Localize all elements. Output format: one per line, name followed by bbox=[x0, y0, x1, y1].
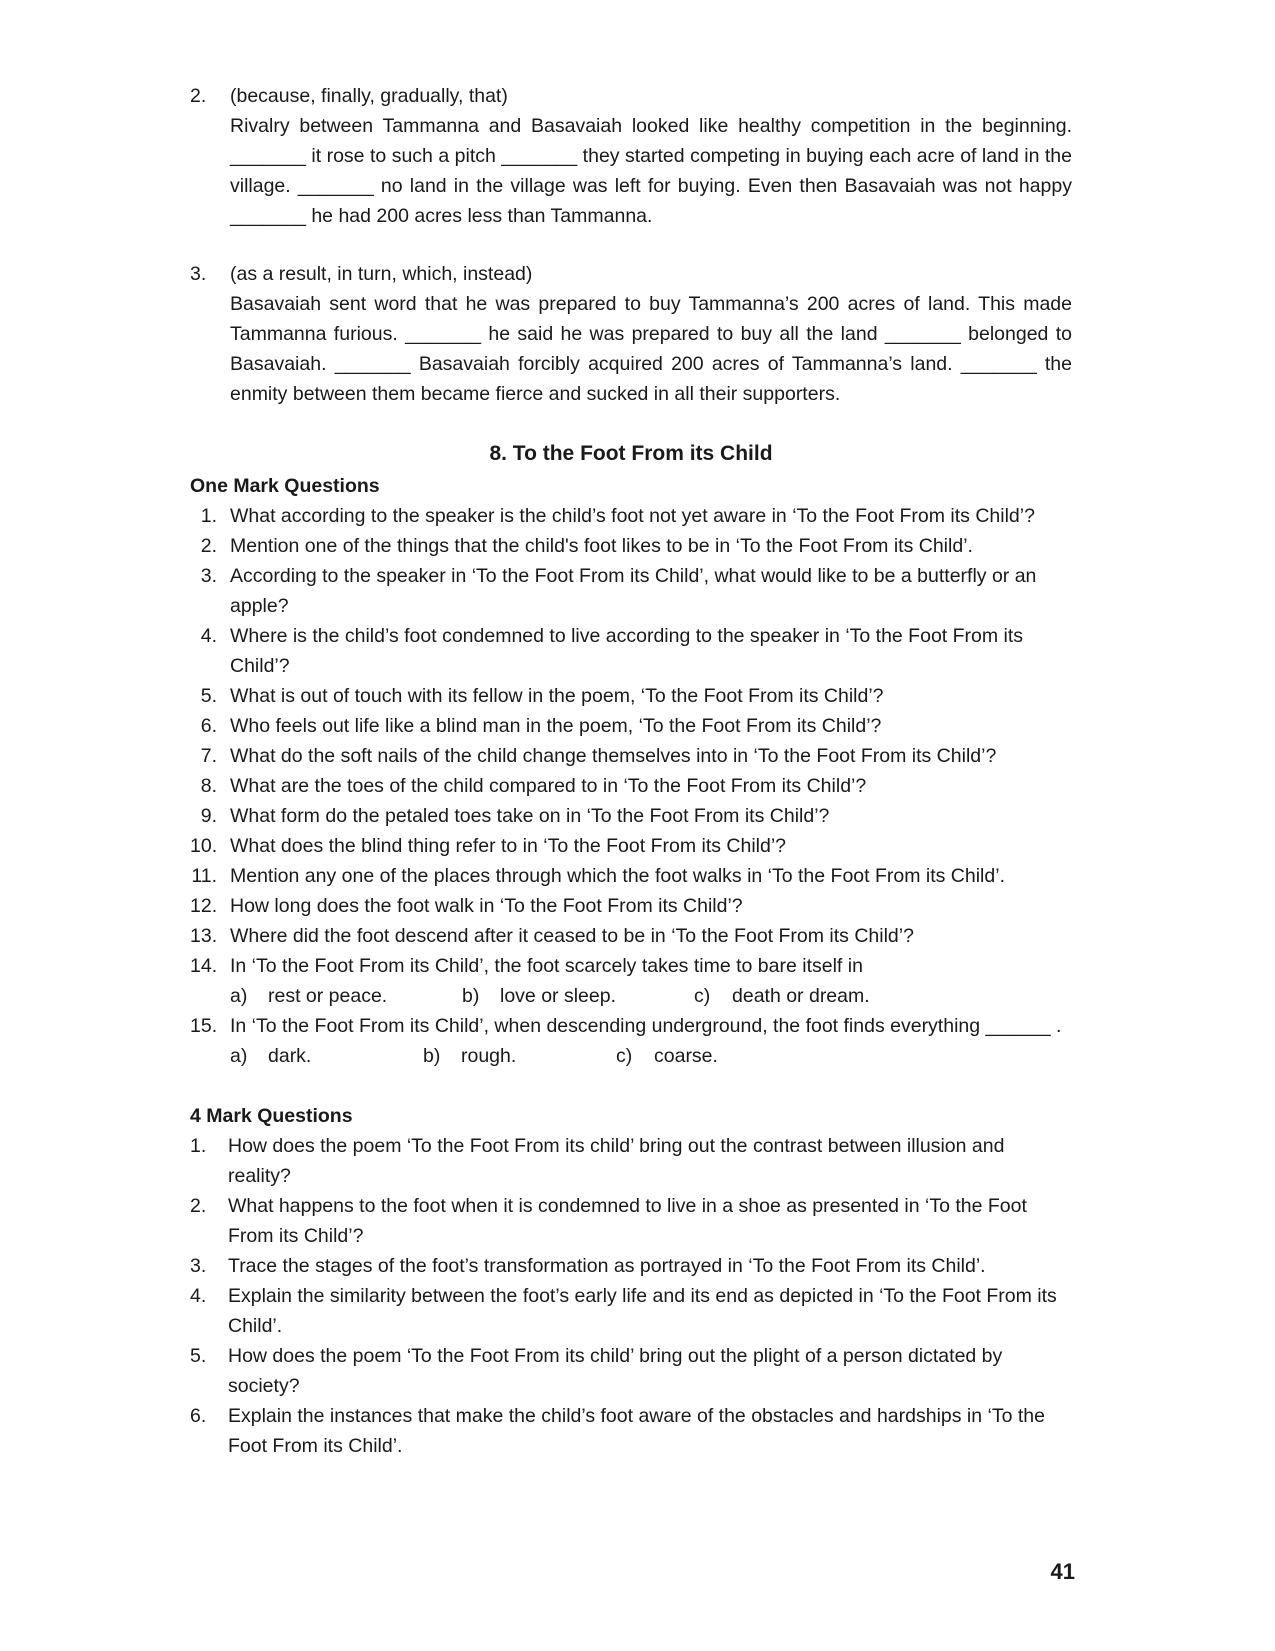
list-item: 12. How long does the foot walk in ‘To the Foot From its Child’? bbox=[190, 895, 743, 917]
mcq-options bbox=[230, 1041, 1072, 1071]
list-item: 9. What form do the petaled toes take on in ‘To the Foot From its Child’? bbox=[200, 805, 830, 827]
four-mark-question-list bbox=[190, 1131, 1072, 1461]
mcq-item: 15. In ‘To the Foot From its Child’, when descending underground, the foot finds everything ______ . a) dark. b) rough. c) coarse. bbox=[190, 1011, 1072, 1071]
exercise-3 bbox=[190, 259, 1072, 409]
list-item: 1. What according to the speaker is the child’s foot not yet aware in ‘To the Foot From its Child’? bbox=[200, 505, 1035, 527]
page-content bbox=[190, 81, 1072, 1461]
exercise-number: 3. bbox=[190, 263, 207, 285]
list-item: 13. Where did the foot descend after it ceased to be in ‘To the Foot From its Child’? bbox=[190, 925, 914, 947]
exercise-number: 2. bbox=[190, 85, 207, 107]
list-item: 6. Who feels out life like a blind man in the poem, ‘To the Foot From its Child’? bbox=[200, 715, 882, 737]
list-item: 10. What does the blind thing refer to in ‘To the Foot From its Child’? bbox=[190, 835, 787, 857]
mcq-option-c: c) death or dream. bbox=[694, 985, 870, 1007]
mcq-option-a: a) rest or peace. bbox=[230, 985, 388, 1007]
list-item: 3. Trace the stages of the foot’s transformation as portrayed in ‘To the Foot From its Child’. bbox=[190, 1255, 986, 1277]
list-item: 6. Explain the instances that make the child’s foot aware of the obstacles and hardships in ‘To the Foot From its Child’. bbox=[190, 1405, 1045, 1457]
one-mark-heading: One Mark Questions bbox=[190, 475, 380, 497]
list-item: 5. How does the poem ‘To the Foot From its child’ bring out the plight of a person dictated by society? bbox=[190, 1345, 1003, 1397]
mcq-option-b: b) rough. bbox=[423, 1045, 517, 1067]
mcq-option-b: b) love or sleep. bbox=[462, 985, 616, 1007]
list-item: 1. How does the poem ‘To the Foot From its child’ bring out the contrast between illusion and reality? bbox=[190, 1135, 1005, 1187]
exercise-word-list: (as a result, in turn, which, instead) bbox=[230, 263, 533, 285]
chapter-title: 8. To the Foot From its Child bbox=[489, 442, 773, 465]
list-item: 2. What happens to the foot when it is condemned to live in a shoe as presented in ‘To the Foot From its Child’? bbox=[190, 1195, 1027, 1247]
four-mark-heading: 4 Mark Questions bbox=[190, 1105, 353, 1127]
list-item: 11. Mention any one of the places through which the foot walks in ‘To the Foot From its Child’. bbox=[191, 865, 1005, 887]
mcq-option-a: a) dark. bbox=[230, 1045, 312, 1067]
exercise-passage: Rivalry between Tammanna and Basavaiah looked like healthy competition in the beginning. _______ it rose to such a pitch _______ they started competing in buying each acre of land in the village. _______ no land in the village was left for buying. Even then Basavaiah was not happy _______ he had 200 acres less than Tammanna. bbox=[230, 115, 1072, 227]
mcq-item: 14. In ‘To the Foot From its Child’, the foot scarcely takes time to bare itself in a) rest or peace. b) love or sleep. c) death or dream. bbox=[190, 951, 1072, 1011]
page-number: 41 bbox=[1050, 1559, 1075, 1584]
list-item: 8. What are the toes of the child compared to in ‘To the Foot From its Child’? bbox=[200, 775, 867, 797]
list-item: 4. Explain the similarity between the foot’s early life and its end as depicted in ‘To the Foot From its Child’. bbox=[190, 1285, 1057, 1337]
list-item: 4. Where is the child’s foot condemned to live according to the speaker in ‘To the Foot From its Child’? bbox=[200, 625, 1024, 677]
one-mark-question-list bbox=[190, 501, 1072, 1071]
list-item: 7. What do the soft nails of the child change themselves into in ‘To the Foot From its Child’? bbox=[200, 745, 997, 767]
mcq-option-c: c) coarse. bbox=[616, 1045, 718, 1067]
list-item: 5. What is out of touch with its fellow in the poem, ‘To the Foot From its Child’? bbox=[200, 685, 884, 707]
list-item: 3. According to the speaker in ‘To the Foot From its Child’, what would like to be a butterfly or an apple? bbox=[200, 565, 1037, 617]
exercise-2 bbox=[190, 81, 1072, 231]
exercise-passage: Basavaiah sent word that he was prepared to buy Tammanna’s 200 acres of land. This made Tammanna furious. _______ he said he was prepared to buy all the land _______ belonged to Basavaiah. _______ Basavaiah forcibly acquired 200 acres of Tammanna’s land. _______ the enmity between them became fierce and sucked in all their supporters. bbox=[230, 293, 1072, 405]
exercise-word-list: (because, finally, gradually, that) bbox=[230, 85, 508, 107]
list-item: 2. Mention one of the things that the child's foot likes to be in ‘To the Foot From its Child’. bbox=[200, 535, 973, 557]
mcq-options bbox=[230, 981, 1072, 1011]
